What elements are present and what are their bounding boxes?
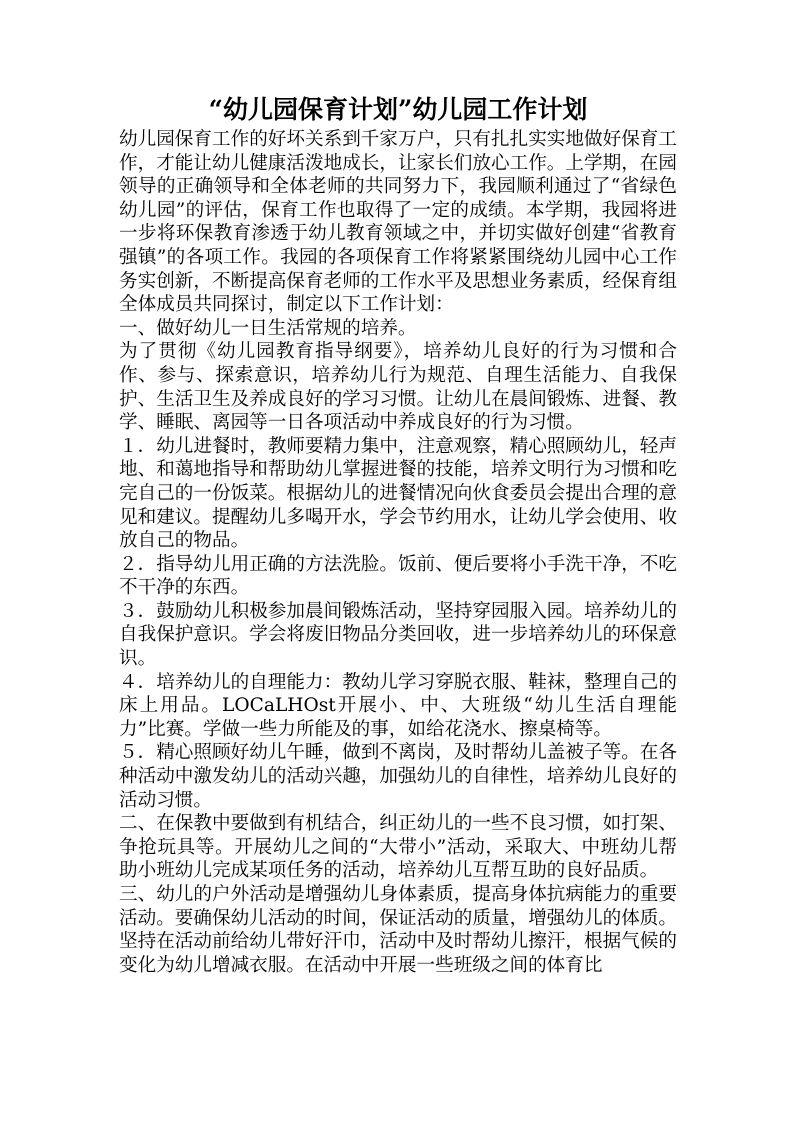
- document-page: [119, 92, 677, 977]
- section-paragraph-3: 三、幼儿的户外活动是增强幼儿身体素质，提高身体抗病能力的重要活动。要确保幼儿活动的时间，保证活动的质量，增强幼儿的体质。坚持在活动前给幼儿带好汗巾，活动中及时帮幼儿擦汗，根据气候的变化为幼儿增减衣服。在活动中开展一些班级之间的体育比: [119, 884, 677, 976]
- paragraph-section-1: 为了贯彻《幼儿园教育指导纲要》，培养幼儿良好的行为习惯和合作、参与、探索意识，培养幼儿行为规范、自理生活能力、自我保护、生活卫生及养成良好的学习习惯。让幼儿在晨间锻炼、进餐、教学、睡眠、离园等一日各项活动中养成良好的行为习惯。: [119, 341, 677, 434]
- section-heading-1: 一、做好幼儿一日生活常规的培养。: [119, 317, 417, 339]
- list-item-2: ２．指导幼儿用正确的方法洗脸。饭前、便后要将小手洗干净，不吃不干净的东西。: [119, 553, 677, 599]
- paragraph-intro: 幼儿园保育工作的好坏关系到千家万户，只有扎扎实实地做好保育工作，才能让幼儿健康活泼地成长，让家长们放心工作。上学期，在园领导的正确领导和全体老师的共同努力下，我园顺利通过了“省绿色幼儿园”的评估，保育工作也取得了一定的成绩。本学期，我园将进一步将环保教育渗透于幼儿教育领域之中，并切实做好创建“省教育强镇”的各项工作。我园的各项保育工作将紧紧围绕幼儿园中心工作务实创新，不断提高保育老师的工作水平及思想业务素质，经保育组全体成员共同探讨，制定以下工作计划：: [119, 129, 677, 316]
- section-paragraph-2: 二、在保教中要做到有机结合，纠正幼儿的一些不良习惯，如打架、争抢玩具等。开展幼儿之间的“大带小”活动，采取大、中班幼儿帮助小班幼儿完成某项任务的活动，培养幼儿互帮互助的良好品质。: [119, 813, 677, 882]
- list-item-5: ５．精心照顾好幼儿午睡，做到不离岗，及时帮幼儿盖被子等。在各种活动中激发幼儿的活动兴趣，加强幼儿的自律性，培养幼儿良好的活动习惯。: [119, 742, 677, 811]
- list-item-3: ３．鼓励幼儿积极参加晨间锻炼活动，坚持穿园服入园。培养幼儿的自我保护意识。学会将废旧物品分类回收，进一步培养幼儿的环保意识。: [119, 600, 677, 670]
- document-title: “幼儿园保育计划”幼儿园工作计划: [208, 95, 588, 124]
- list-item-1: １．幼儿进餐时，教师要精力集中，注意观察，精心照顾幼儿，轻声地、和蔼地指导和帮助幼儿掌握进餐的技能，培养文明行为习惯和吃完自己的一份饭菜。根据幼儿的进餐情况向伙食委员会提出合理的意见和建议。提醒幼儿多喝开水，学会节约用水，让幼儿学会使用、收放自己的物品。: [119, 435, 677, 552]
- list-item-4: ４．培养幼儿的自理能力：教幼儿学习穿脱衣服、鞋袜，整理自己的床上用品。LOCaLHOst开展小、中、大班级“幼儿生活自理能力”比赛。学做一些力所能及的事，如给花浇水、擦桌椅等。: [119, 671, 677, 740]
